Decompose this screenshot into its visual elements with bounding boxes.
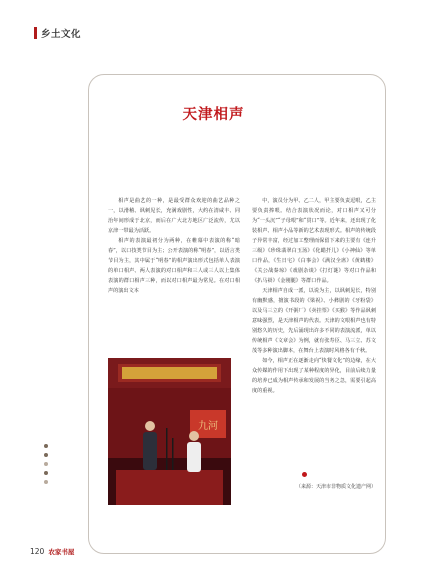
section-header	[34, 26, 81, 40]
dot	[44, 462, 48, 466]
end-mark-icon	[302, 472, 307, 477]
paragraph: 天津相声自成一派，以说为主，以讽刺见长，特别有幽默感，擅演书段的《梁祝》、小彝剧的《牙粉袋》以及马三立的《开粥厂》《卖挂票》《买猴》等作品讽刺意味强烈，是天津相声的代表。天津的文哏相声也有特别悠久的历史，先后涌现出许多不同的表演流派，单以传统相声《文章会》为例，就有张寿臣、马三立、苏文茂等多种演出脚本，在舞台上表演时风格各有千秋。	[252, 288, 376, 354]
magazine-name: 农家书屋	[48, 548, 75, 556]
article-title: 天津相声	[182, 107, 245, 123]
paragraph: 相声的表演最初分为两种，在帷幕中表演的称“暗春”，以口技类节目为主；公开表演的称“明春”，以语言类节目为主，其中属于“明春”的相声演出形式包括单人表演的单口相声、两人表演的对口相声和三人或三人以上集体表演的群口相声三种，而以对口相声最为常见。在对口相声的演出文本	[108, 238, 240, 294]
section-marker	[34, 27, 37, 39]
article-right-column	[252, 196, 376, 396]
page-number: 120	[30, 547, 45, 556]
dot	[44, 471, 48, 475]
paragraph: 如今，相声正在逐渐走向“快餐文化”的边缘，在大众传媒的作用下出现了某种程度的异化，目前后续力量的培养已成为相声传承和发展的当务之急，需要引起高度的重视。	[252, 358, 376, 394]
page-footer	[30, 547, 74, 556]
article-left-column	[108, 196, 240, 296]
section-title: 乡土文化	[41, 29, 82, 40]
paragraph: 中，演员分为甲、乙二人，甲主要负责逗哏，乙主要负责捧哏。结合表演状况而论，对口相声又可分为“一头沉”“子母哏”和“贯口”等。近年来，还出现了化装相声、相声小品等新的艺术表现形式。相声的传统段子异常丰富，经过加工整理而保留下来的主要有《连升三级》《珍珠翡翠白玉汤》《化蜡扦儿》《小神仙》等单口作品，《生日宅》《白事会》《满汉全席》《黄鹤楼》《关公战秦琼》《戏剧杂谈》《打灯谜》等对口作品和《扒马褂》《金刚腿》等群口作品。	[252, 198, 376, 284]
source-credit: （来源：天津市非物质文化遗产网）	[295, 484, 376, 490]
stage-banner-text: 九河	[198, 421, 218, 432]
dot	[44, 444, 48, 448]
dot	[44, 453, 48, 457]
paragraph: 相声是曲艺的一种，是最受群众欢迎的曲艺品种之一，以滑稽、讽刺见长，充满戏剧性，大约在清咸丰、同治年间形成于北京，而后在广大北方地区广泛流传，尤以京津一带最为活跃。	[108, 198, 240, 234]
stage-illustration	[108, 358, 231, 505]
crosstalk-stage-photo	[108, 358, 231, 505]
decorative-dots	[44, 444, 48, 484]
dot	[44, 480, 48, 484]
